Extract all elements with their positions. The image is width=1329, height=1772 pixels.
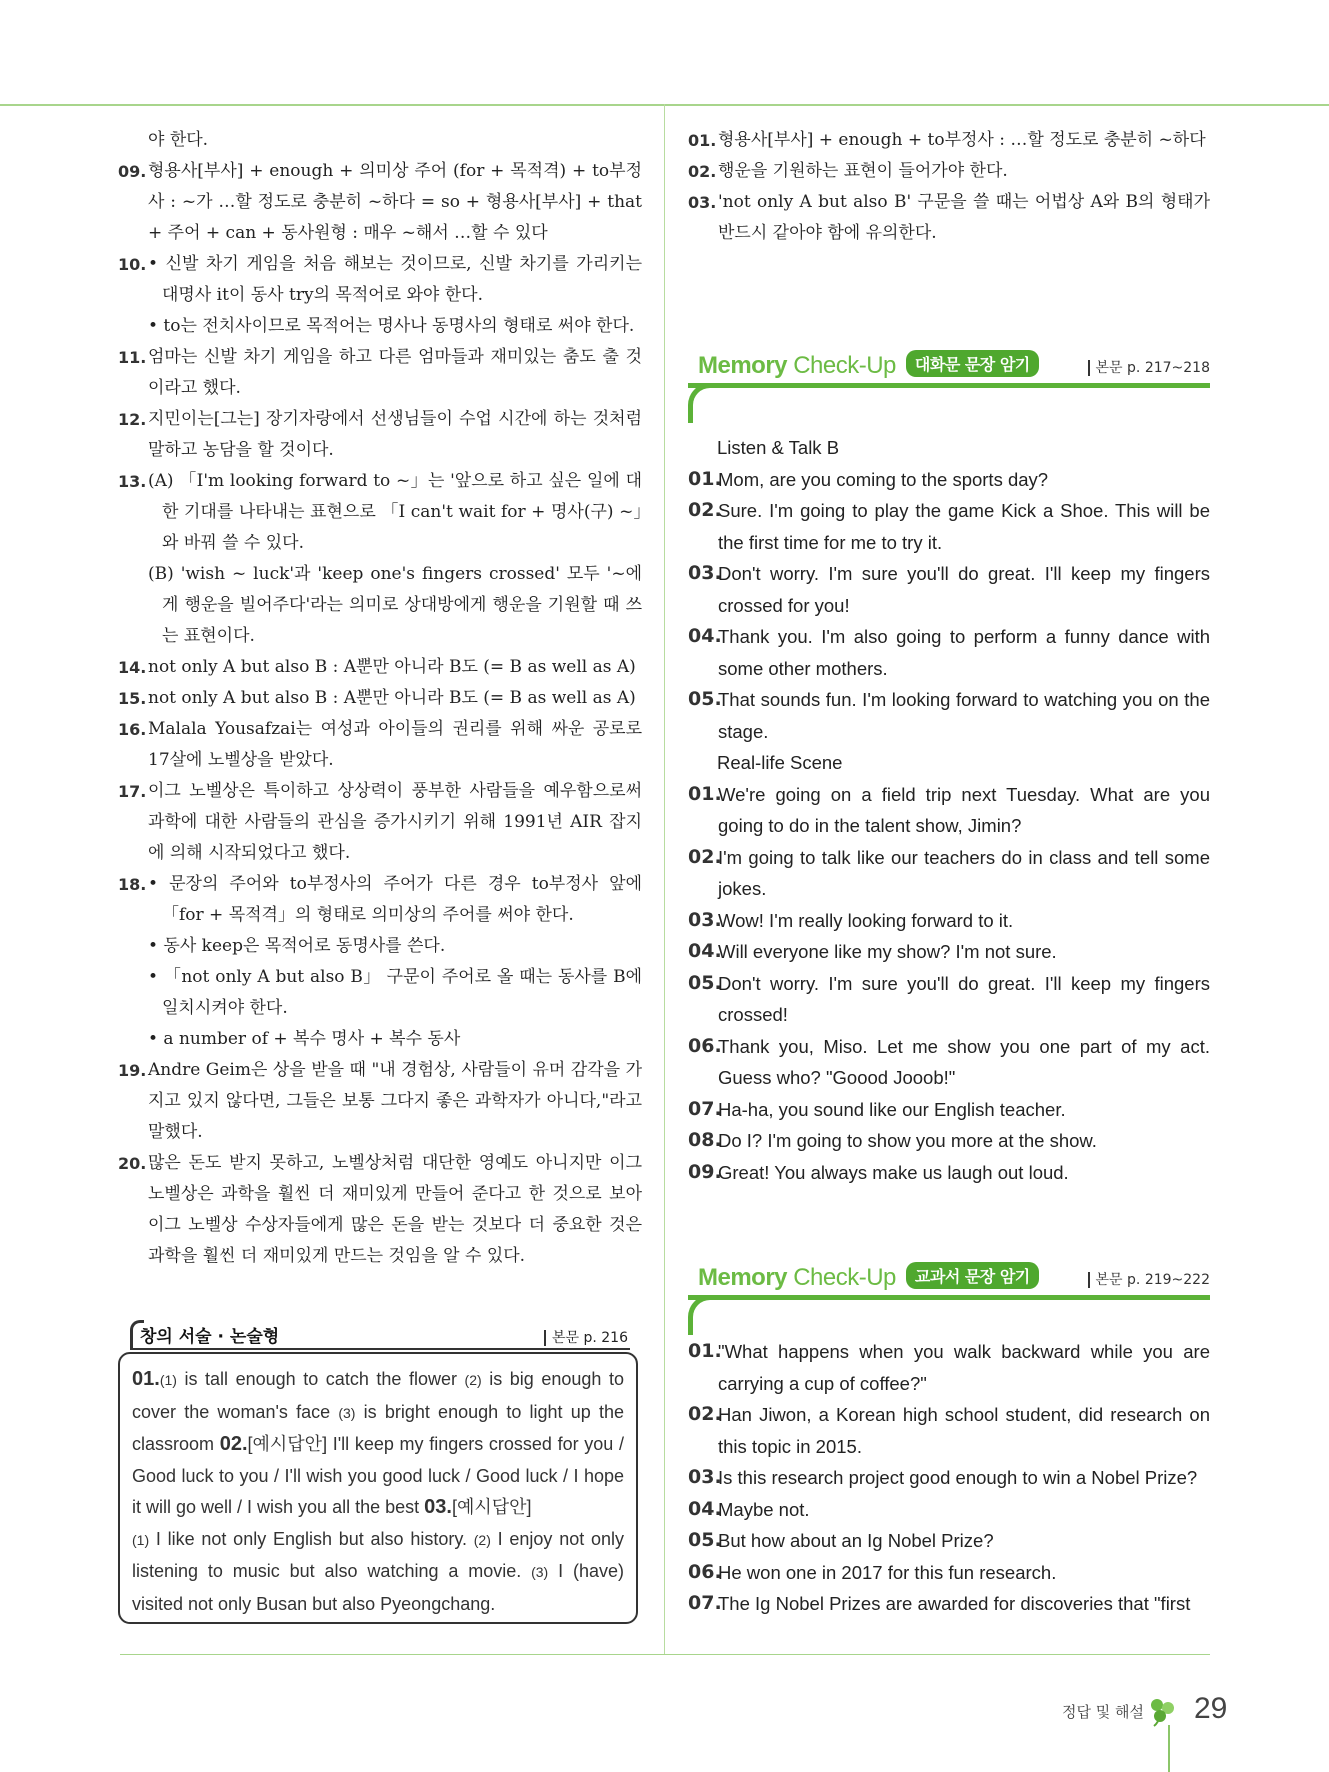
- list-item: [688, 1557, 1210, 1589]
- item-text: • 동사 keep은 목적어로 동명사를 쓴다.: [148, 936, 446, 956]
- list-item: [688, 1031, 1210, 1094]
- item-number: 19.: [118, 1061, 147, 1080]
- item-text: Is this research project good enough to win a Nobel Prize?: [718, 1467, 1198, 1488]
- section-label: Real-life Scene: [717, 752, 843, 773]
- item-text: Will everyone like my show? I'm not sure.: [718, 941, 1057, 962]
- memory-checkup-bar-1: [688, 383, 1210, 388]
- item-text: not only A but also B : A뿐만 아니라 B도 (= B as well as A): [148, 657, 636, 677]
- column-divider: [664, 104, 665, 1654]
- item-number: 04.: [688, 940, 722, 962]
- item-number: 13.: [118, 472, 147, 491]
- box-q3-num: 03.: [424, 1496, 452, 1518]
- list-item: [688, 1588, 1210, 1620]
- creative-box-header: [130, 1322, 630, 1350]
- list-item: [688, 968, 1210, 1031]
- item-text: • to는 전치사이므로 목적어는 명사나 동명사의 형태로 써야 한다.: [148, 316, 635, 336]
- list-item: [688, 936, 1210, 968]
- list-item: [688, 684, 1210, 747]
- item-text: Don't worry. I'm sure you'll do great. I'll keep my fingers crossed!: [718, 972, 1210, 1025]
- item-number: 03.: [688, 193, 717, 212]
- box-q1-sub2: (2): [464, 1372, 482, 1388]
- item-number: 08.: [688, 1129, 722, 1151]
- item-number: 14.: [118, 658, 147, 677]
- item-number: 02.: [688, 1403, 722, 1425]
- list-item: [118, 652, 642, 683]
- memory-checkup-badge-1: 대화문 문장 암기: [906, 350, 1039, 377]
- item-number: 12.: [118, 410, 147, 429]
- item-text: Maybe not.: [718, 1498, 810, 1520]
- creative-box-underline: [130, 1348, 630, 1350]
- item-text: 형용사[부사] + enough + 의미상 주어 (for + 목적격) + to부정사 : ~가 …할 정도로 충분히 ~하다 = so + 형용사[부사] + that + 주어 + can + 동사원형 : 매우 ~해서 …할 수 있다: [148, 161, 642, 243]
- creative-box-title: 창의 서술 · 논술형: [140, 1327, 280, 1347]
- item-number: 09.: [118, 162, 147, 181]
- list-item: [688, 1399, 1210, 1462]
- list-item: [118, 683, 642, 714]
- list-item: [688, 1494, 1210, 1526]
- memory-checkup-list-1: [688, 432, 1210, 1188]
- memory-checkup-title-2: Memory Check-Up 교과서 문장 암기: [698, 1262, 1039, 1292]
- list-item: [118, 342, 642, 404]
- item-number: 01.: [688, 1340, 722, 1362]
- answer-explanations-right: [688, 125, 1210, 249]
- item-number: 02.: [688, 845, 722, 868]
- item-number: 03.: [688, 562, 722, 584]
- item-number: 07.: [688, 1097, 722, 1120]
- item-text: 지민이는[그는] 장기자랑에서 선생님들이 수업 시간에 하는 것처럼 말하고 농담을 할 것이다.: [148, 409, 642, 460]
- list-item: [688, 187, 1210, 249]
- item-text: Wow! I'm really looking forward to it.: [718, 909, 1014, 931]
- footer-label: 정답 및 해설: [1062, 1703, 1144, 1721]
- list-item: [118, 125, 642, 156]
- item-text: 형용사[부사] + enough + to부정사 : …할 정도로 충분히 ~하다: [718, 130, 1206, 150]
- list-item: [118, 404, 642, 466]
- item-text: He won one in 2017 for this fun research.: [718, 1561, 1057, 1583]
- item-number: 01.: [688, 782, 722, 805]
- item-text: But how about an Ig Nobel Prize?: [718, 1530, 994, 1551]
- item-number: 16.: [118, 720, 147, 739]
- section-label: Listen & Talk B: [717, 437, 840, 458]
- item-text: We're going on a field trip next Tuesday. What are you going to do in the talent show, Jimin?: [718, 783, 1210, 836]
- memory-checkup-bar-2: [688, 1295, 1210, 1300]
- list-item: [118, 249, 642, 342]
- list-item: [688, 125, 1210, 156]
- box-q1-ans3: is bright enough to light up the classroom: [132, 1401, 624, 1454]
- item-number: 03.: [688, 1466, 722, 1488]
- item-number: 07.: [688, 1592, 722, 1614]
- item-number: 02.: [688, 162, 717, 181]
- item-number: 04.: [688, 1497, 722, 1520]
- list-item: [688, 779, 1210, 842]
- item-text: (B) 'wish ~ luck'과 'keep one's fingers crossed' 모두 '~에게 행운을 빌어주다'라는 의미로 상대방에게 행운을 기원할 때 쓰는 표현이다.: [148, 564, 642, 646]
- list-item: [118, 869, 642, 1055]
- box-q1-ans2: is big enough to cover the woman's face: [132, 1369, 624, 1422]
- list-item: [688, 1125, 1210, 1157]
- item-text: 행운을 기원하는 표현이 들어가야 한다.: [718, 161, 1008, 181]
- item-text: The Ig Nobel Prizes are awarded for discoveries that "first: [718, 1593, 1191, 1614]
- item-number: 01.: [688, 467, 722, 490]
- item-text: (A) 「I'm looking forward to ~」는 '앞으로 하고 싶은 일에 대한 기대를 나타내는 표현으로 「I can't wait for + 명사(구) ~」와 바꿔 쓸 수 있다.: [148, 471, 642, 553]
- item-text: Mom, are you coming to the sports day?: [718, 468, 1049, 490]
- item-text: Malala Yousafzai는 여성과 아이들의 권리를 위해 싸운 공로로 17살에 노벨상을 받았다.: [148, 719, 642, 770]
- answer-explanations-left: [118, 125, 642, 1272]
- bottom-rule: [120, 1654, 1210, 1655]
- item-text: That sounds fun. I'm looking forward to watching you on the stage.: [718, 689, 1210, 742]
- item-text: Andre Geim은 상을 받을 때 "내 경험상, 사람들이 유머 감각을 가지고 있지 않다면, 그들은 보통 그다지 좋은 과학자가 아니다,"라고 말했다.: [148, 1060, 642, 1142]
- list-item: [688, 1525, 1210, 1557]
- creative-box-ref: 본문 p. 216: [544, 1330, 628, 1346]
- item-number: 18.: [118, 875, 147, 894]
- item-text: Han Jiwon, a Korean high school student, did research on this topic in 2015.: [718, 1404, 1210, 1457]
- list-item: [118, 466, 642, 652]
- item-number: 04.: [688, 625, 722, 647]
- item-number: 06.: [688, 1560, 722, 1583]
- box-q3-ans1: I like not only English but also history.: [149, 1528, 474, 1549]
- item-text: 이그 노벨상은 특이하고 상상력이 풍부한 사람들을 예우함으로써 과학에 대한 사람들의 관심을 증가시키기 위해 1991년 AIR 잡지에 의해 시작되었다고 했다.: [148, 781, 642, 863]
- item-text: 'not only A but also B' 구문을 쓸 때는 어법상 A와 B의 형태가 반드시 같아야 함에 유의한다.: [718, 192, 1210, 243]
- item-text: 많은 돈도 받지 못하고, 노벨상처럼 대단한 영예도 아니지만 이그 노벨상은 과학을 훨씬 더 재미있게 만들어 준다고 한 것으로 보아 이그 노벨상 수상자들에게 많은 돈을 받는 것보다 더 중요한 것은 과학을 훨씬 더 재미있게 만드는 것임을 알 수 있다.: [148, 1153, 642, 1266]
- box-q3-label: [예시답안]: [451, 1497, 532, 1517]
- item-text: Thank you. I'm also going to perform a funny dance with some other mothers.: [718, 626, 1210, 679]
- box-q1-ans1: is tall enough to catch the flower: [176, 1369, 465, 1389]
- item-text: I'm going to talk like our teachers do in class and tell some jokes.: [718, 846, 1210, 899]
- item-number: 06.: [688, 1034, 722, 1057]
- item-number: 05.: [688, 688, 722, 710]
- box-q1-sub1: (1): [159, 1372, 177, 1388]
- box-q3-ans2: I enjoy not only listening to music but also watching a movie.: [132, 1528, 624, 1581]
- box-q3-sub2: (2): [473, 1531, 491, 1548]
- item-text: Great! You always make us laugh out loud.: [718, 1161, 1069, 1183]
- list-item: [688, 558, 1210, 621]
- item-number: 02.: [688, 499, 722, 521]
- item-text: 야 한다.: [148, 130, 209, 150]
- item-number: 20.: [118, 1154, 147, 1173]
- box-q3-ans3: I (have) visited not only Busan but also Pyeongchang.: [132, 1561, 624, 1614]
- box-q3-sub3: (3): [531, 1564, 549, 1580]
- item-text: • 문장의 주어와 to부정사의 주어가 다른 경우 to부정사 앞에 「for + 목적격」의 형태로 의미상의 주어를 써야 한다.: [148, 874, 642, 925]
- clover-leaf-icon: [1148, 1697, 1176, 1727]
- page-number: 29: [1194, 1692, 1228, 1725]
- item-number: 10.: [118, 255, 147, 274]
- list-item: [118, 1055, 642, 1148]
- list-item: [688, 495, 1210, 558]
- list-item: [688, 1462, 1210, 1494]
- footer-rule: [1168, 1725, 1170, 1772]
- list-item: [118, 776, 642, 869]
- box-q2-ans: [예시답안] I'll keep my fingers crossed for you / Good luck to you / I'll wish you good luck / Good luck / I hope it will go well / I wish you all the best: [132, 1434, 624, 1517]
- list-item: [688, 842, 1210, 905]
- list-item: [688, 905, 1210, 937]
- list-item: [118, 1148, 642, 1272]
- item-text: Sure. I'm going to play the game Kick a Shoe. This will be the first time for me to try it.: [718, 500, 1210, 553]
- memory-checkup-ref-1: 본문 p. 217~218: [1088, 360, 1210, 376]
- list-item: [688, 1336, 1210, 1399]
- memory-checkup-hook-1: [688, 383, 712, 423]
- box-q1-sub3: (3): [338, 1404, 356, 1421]
- list-item: [688, 1157, 1210, 1189]
- item-number: 01.: [688, 131, 717, 150]
- item-text: Don't worry. I'm sure you'll do great. I'll keep my fingers crossed for you!: [718, 563, 1210, 616]
- item-text: • 「not only A but also B」 구문이 주어로 올 때는 동사를 B에 일치시켜야 한다.: [148, 967, 642, 1018]
- memory-checkup-title-1: Memory Check-Up 대화문 문장 암기: [698, 350, 1039, 380]
- item-number: 15.: [118, 689, 147, 708]
- list-item: [688, 621, 1210, 684]
- item-text: Thank you, Miso. Let me show you one part of my act. Guess who? "Goood Jooob!": [718, 1035, 1210, 1088]
- item-number: 05.: [688, 1529, 722, 1551]
- box-q2-num: 02.: [219, 1433, 248, 1455]
- list-item: [688, 464, 1210, 496]
- item-text: Ha-ha, you sound like our English teacher.: [718, 1098, 1066, 1120]
- item-number: 05.: [688, 971, 722, 994]
- item-number: 09.: [688, 1160, 722, 1183]
- list-item: [118, 156, 642, 249]
- item-number: 11.: [118, 348, 147, 367]
- box-q1-num: 01.: [132, 1368, 160, 1390]
- box-q3-sub1: (1): [132, 1531, 150, 1548]
- item-number: 03.: [688, 908, 722, 931]
- creative-answer-box: [118, 1352, 638, 1624]
- memory-checkup-hook-2: [688, 1295, 712, 1335]
- list-item: [688, 156, 1210, 187]
- item-text: • a number of + 복수 명사 + 복수 동사: [148, 1029, 461, 1049]
- item-number: 17.: [118, 782, 147, 801]
- list-item: [688, 1094, 1210, 1126]
- memory-checkup-badge-2: 교과서 문장 암기: [906, 1262, 1039, 1289]
- list-item: [118, 714, 642, 776]
- memory-checkup-list-2: [688, 1336, 1210, 1620]
- item-text: Do I? I'm going to show you more at the show.: [718, 1130, 1097, 1151]
- memory-checkup-ref-2: 본문 p. 219~222: [1088, 1272, 1210, 1288]
- item-text: 엄마는 신발 차기 게임을 하고 다른 엄마들과 재미있는 춤도 출 것이라고 했다.: [148, 347, 642, 398]
- item-text: • 신발 차기 게임을 처음 해보는 것이므로, 신발 차기를 가리키는 대명사 it이 동사 try의 목적어로 와야 한다.: [148, 254, 642, 305]
- item-text: "What happens when you walk backward while you are carrying a cup of coffee?": [718, 1341, 1210, 1394]
- item-text: not only A but also B : A뿐만 아니라 B도 (= B as well as A): [148, 688, 636, 708]
